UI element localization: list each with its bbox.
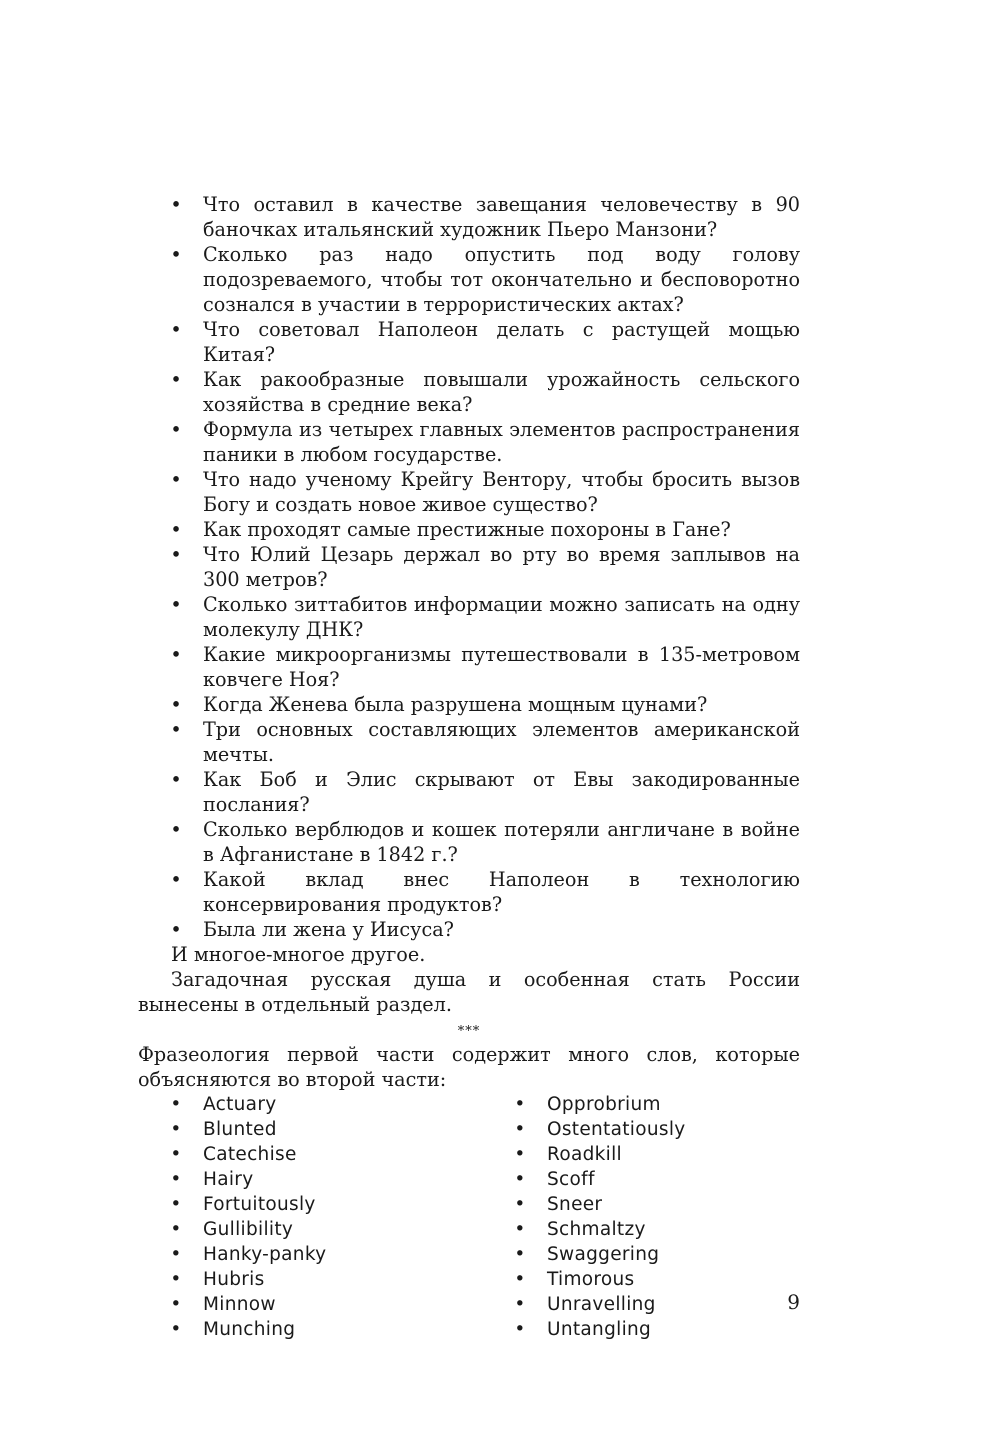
list-item xyxy=(138,1217,482,1242)
list-item xyxy=(138,717,800,767)
russia-paragraph: Загадочная русская душа и особенная стать России вынесены в отдельный раздел. xyxy=(138,968,800,1016)
vocab-word: Unravelling xyxy=(547,1294,656,1315)
bullet: • xyxy=(170,243,182,266)
list-item xyxy=(138,817,800,867)
list-item xyxy=(138,1267,482,1292)
list-item xyxy=(482,1117,686,1142)
page-body xyxy=(138,192,800,1342)
list-item xyxy=(482,1092,686,1117)
vocab-word: Fortuitously xyxy=(203,1194,316,1215)
bullet: • xyxy=(170,318,182,341)
phraseology-intro: Фразеология первой части содержит много слов, которые объясняются во второй части: xyxy=(138,1043,800,1091)
bullet: • xyxy=(514,1194,526,1215)
list-item xyxy=(482,1242,686,1267)
list-item xyxy=(482,1192,686,1217)
question-text: Как Боб и Элис скрывают от Евы закодированные послания? xyxy=(203,768,800,816)
question-text: Что оставил в качестве завещания человечеству в 90 баночках итальянский художник Пьеро Манзони? xyxy=(203,193,800,241)
vocab-word: Roadkill xyxy=(547,1144,622,1165)
question-text: Формула из четырех главных элементов распространения паники в любом государстве. xyxy=(203,418,800,466)
bullet: • xyxy=(170,1094,182,1115)
vocab-word: Hairy xyxy=(203,1169,254,1190)
bullet: • xyxy=(170,1294,182,1315)
vocab-word: Scoff xyxy=(547,1169,595,1190)
vocab-word: Opprobrium xyxy=(547,1094,661,1115)
vocab-word: Timorous xyxy=(547,1269,635,1290)
bullet: • xyxy=(514,1094,526,1115)
question-text: Сколько раз надо опустить под воду голову подозреваемого, чтобы тот окончательно и бесповоротно сознался в участии в террористических актах? xyxy=(203,243,800,316)
list-item xyxy=(482,1167,686,1192)
vocabulary-lists xyxy=(138,1092,800,1342)
question-text: Была ли жена у Иисуса? xyxy=(203,918,454,941)
list-item xyxy=(138,467,800,517)
list-item xyxy=(138,1317,482,1342)
bullet: • xyxy=(170,593,182,616)
question-text: Что советовал Наполеон делать с растущей мощью Китая? xyxy=(203,318,800,366)
vocab-word: Munching xyxy=(203,1319,296,1340)
list-item xyxy=(138,517,800,542)
list-item xyxy=(138,1117,482,1142)
vocab-word: Sneer xyxy=(547,1194,603,1215)
bullet: • xyxy=(514,1319,526,1340)
bullet: • xyxy=(170,818,182,841)
list-item xyxy=(138,317,800,367)
bullet: • xyxy=(514,1119,526,1140)
vocab-word: Schmaltzy xyxy=(547,1219,646,1240)
bullet: • xyxy=(170,768,182,791)
list-item xyxy=(138,592,800,642)
bullet: • xyxy=(170,1194,182,1215)
list-item xyxy=(482,1267,686,1292)
vocab-word: Untangling xyxy=(547,1319,652,1340)
vocabulary-left-column xyxy=(138,1092,482,1342)
bullet: • xyxy=(170,718,182,741)
bullet: • xyxy=(170,1269,182,1290)
bullet: • xyxy=(170,468,182,491)
list-item xyxy=(138,1092,482,1117)
question-text: Когда Женева была разрушена мощным цунами? xyxy=(203,693,708,716)
list-item xyxy=(138,692,800,717)
list-item xyxy=(482,1292,686,1317)
question-text: Как проходят самые престижные похороны в Гане? xyxy=(203,518,731,541)
list-item xyxy=(138,1142,482,1167)
vocab-word: Gullibility xyxy=(203,1219,294,1240)
page-number: 9 xyxy=(787,1290,800,1314)
list-item xyxy=(138,767,800,817)
list-item xyxy=(138,417,800,467)
bullet: • xyxy=(170,1144,182,1165)
list-item xyxy=(138,1192,482,1217)
bullet: • xyxy=(170,643,182,666)
question-text: Как ракообразные повышали урожайность сельского хозяйства в средние века? xyxy=(203,368,800,416)
question-text: Какой вклад внес Наполеон в технологию консервирования продуктов? xyxy=(203,868,800,916)
vocab-word: Ostentatiously xyxy=(547,1119,686,1140)
bullet: • xyxy=(170,518,182,541)
list-item xyxy=(138,867,800,917)
vocab-word: Hanky-panky xyxy=(203,1244,327,1265)
bullet: • xyxy=(170,1169,182,1190)
bullet: • xyxy=(170,868,182,891)
bullet: • xyxy=(170,1244,182,1265)
list-item xyxy=(138,542,800,592)
vocab-word: Minnow xyxy=(203,1294,276,1315)
question-text: Три основных составляющих элементов американской мечты. xyxy=(203,718,800,766)
list-item xyxy=(482,1317,686,1342)
vocab-word: Actuary xyxy=(203,1094,277,1115)
list-item xyxy=(482,1217,686,1242)
bullet: • xyxy=(170,1219,182,1240)
vocab-word: Swaggering xyxy=(547,1244,660,1265)
bullet: • xyxy=(170,918,182,941)
bullet: • xyxy=(514,1219,526,1240)
bullet: • xyxy=(170,543,182,566)
vocabulary-right-column xyxy=(482,1092,686,1342)
list-item xyxy=(138,642,800,692)
list-item xyxy=(138,1292,482,1317)
question-text: Что надо ученому Крейгу Вентору, чтобы бросить вызов Богу и создать новое живое существо? xyxy=(203,468,800,516)
bullet: • xyxy=(170,193,182,216)
bullet: • xyxy=(170,1119,182,1140)
list-item xyxy=(138,1167,482,1192)
list-item xyxy=(138,1242,482,1267)
question-text: Сколько верблюдов и кошек потеряли англичане в войне в Афганистане в 1842 г.? xyxy=(203,818,800,866)
section-separator: *** xyxy=(457,1024,481,1039)
question-text: Что Юлий Цезарь держал во рту во время заплывов на 300 метров? xyxy=(203,543,800,591)
questions-list xyxy=(138,192,800,942)
vocab-word: Blunted xyxy=(203,1119,277,1140)
list-item xyxy=(138,367,800,417)
bullet: • xyxy=(514,1144,526,1165)
bullet: • xyxy=(170,1319,182,1340)
bullet: • xyxy=(170,693,182,716)
list-item xyxy=(482,1142,686,1167)
list-item xyxy=(138,917,800,942)
list-item xyxy=(138,242,800,317)
question-text: Какие микроорганизмы путешествовали в 135-метровом ковчеге Ноя? xyxy=(203,643,800,691)
bullet: • xyxy=(514,1244,526,1265)
and-more-paragraph: И многое-многое другое. xyxy=(171,943,426,966)
vocab-word: Hubris xyxy=(203,1269,265,1290)
vocab-word: Catechise xyxy=(203,1144,297,1165)
list-item xyxy=(138,192,800,242)
bullet: • xyxy=(514,1169,526,1190)
bullet: • xyxy=(170,418,182,441)
bullet: • xyxy=(514,1269,526,1290)
bullet: • xyxy=(170,368,182,391)
question-text: Сколько зиттабитов информации можно записать на одну молекулу ДНК? xyxy=(203,593,800,641)
bullet: • xyxy=(514,1294,526,1315)
